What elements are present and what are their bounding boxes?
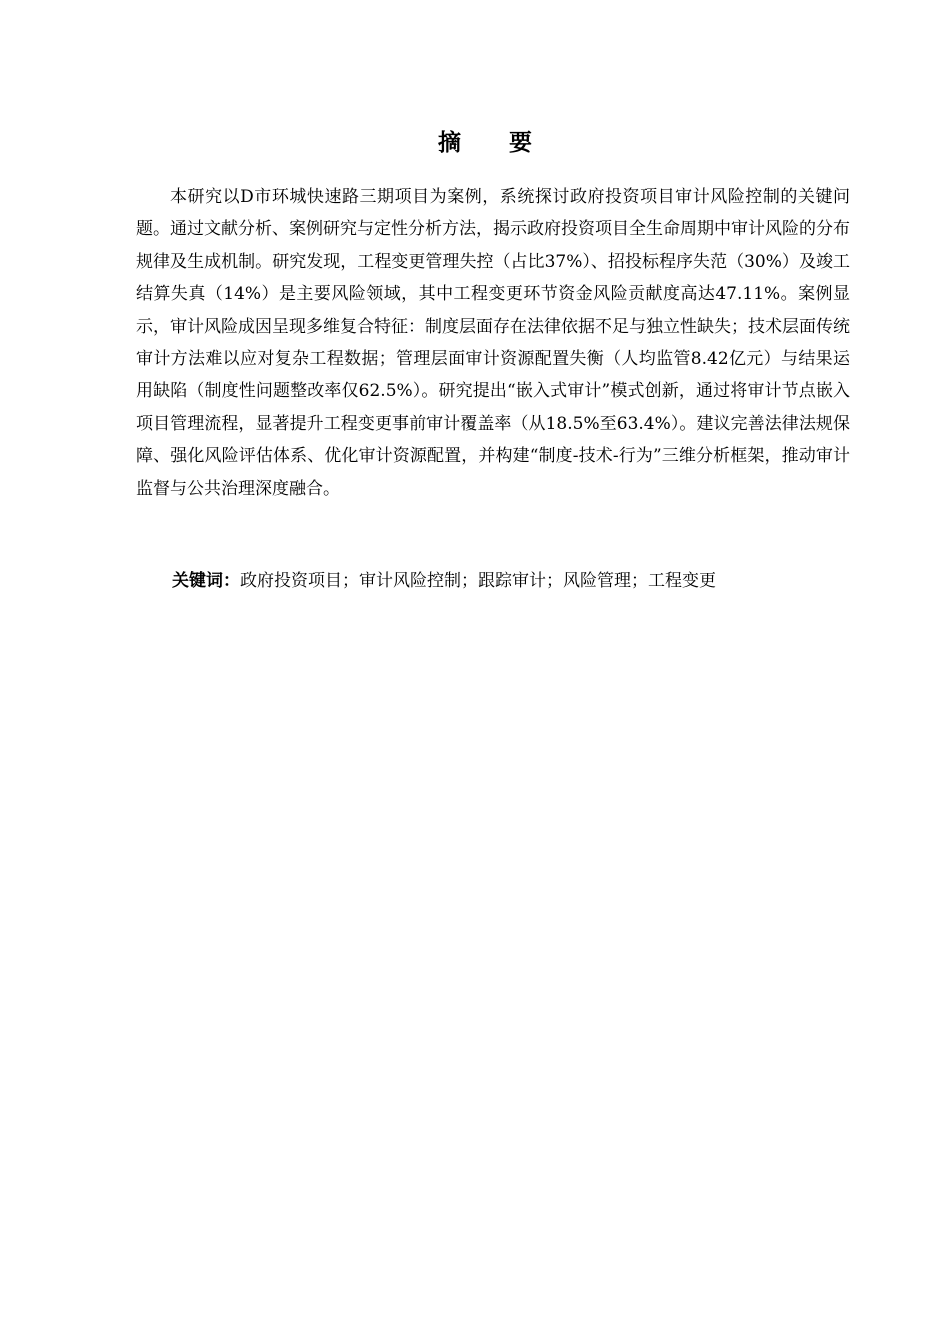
keywords-line [172, 566, 852, 596]
abstract-title: 摘 要 [437, 130, 552, 156]
abstract-paragraph: 本研究以D市环城快速路三期项目为案例，系统探讨政府投资项目审计风险控制的关键问题。通过文献分析、案例研究与定性分析方法，揭示政府投资项目全生命周期中审计风险的分布规律及生成机制。研究发现，工程变更管理失控（占比37%）、招投标程序失范（30%）及竣工结算失真（14%）是主要风险领域，其中工程变更环节资金风险贡献度高达47.11%。案例显示，审计风险成因呈现多维复合特征：制度层面存在法律依据不足与独立性缺失；技术层面传统审计方法难以应对复杂工程数据；管理层面审计资源配置失衡（人均监管8.42亿元）与结果运用缺陷（制度性问题整改率仅62.5%）。研究提出“嵌入式审计”模式创新，通过将审计节点嵌入项目管理流程，显著提升工程变更事前审计覆盖率（从18.5%至63.4%）。建议完善法律法规保障、强化风险评估体系、优化审计资源配置，并构建“制度-技术-行为”三维分析框架，推动审计监督与公共治理深度融合。 [136, 187, 850, 499]
keywords-label: 关键词： [172, 571, 240, 591]
keywords-list: 政府投资项目；审计风险控制；跟踪审计；风险管理；工程变更 [240, 571, 716, 591]
